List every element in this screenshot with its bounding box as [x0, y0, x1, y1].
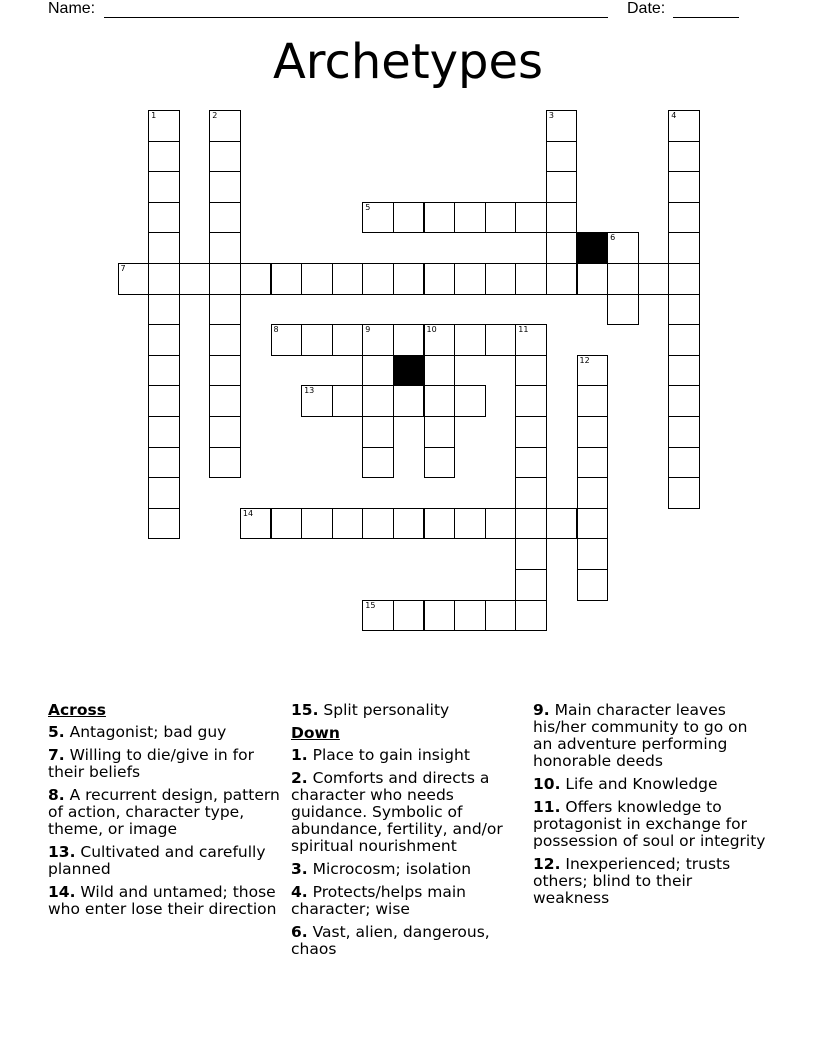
clue-number: 4. — [291, 883, 308, 901]
grid-cell[interactable] — [515, 508, 547, 540]
cell-number: 3 — [548, 111, 554, 120]
grid-cell[interactable] — [209, 324, 241, 356]
grid-cell[interactable] — [515, 416, 547, 448]
grid-cell[interactable] — [148, 447, 180, 479]
grid-cell[interactable] — [546, 141, 578, 173]
clue-down-3 — [291, 861, 523, 878]
grid-cell[interactable] — [362, 508, 394, 540]
clue-column-1 — [48, 702, 280, 924]
cell-number: 8 — [273, 325, 279, 335]
grid-cell[interactable] — [179, 263, 211, 295]
grid-cell[interactable] — [668, 385, 700, 417]
clue-column-3 — [533, 702, 768, 913]
grid-cell[interactable] — [301, 263, 333, 295]
grid-cell[interactable] — [301, 508, 333, 540]
clue-down-9 — [533, 702, 768, 770]
grid-cell[interactable] — [515, 600, 547, 632]
grid-cell[interactable] — [546, 263, 578, 295]
clue-text: Antagonist; bad guy — [69, 723, 227, 741]
grid-cell[interactable] — [148, 385, 180, 417]
grid-cell[interactable] — [424, 385, 456, 417]
clue-across-5 — [48, 724, 280, 741]
grid-cell[interactable] — [332, 385, 364, 417]
cell-number: 10 — [426, 325, 437, 335]
grid-cell[interactable] — [515, 324, 547, 356]
grid-cell[interactable] — [362, 355, 394, 387]
grid-cell[interactable] — [148, 355, 180, 387]
grid-cell[interactable] — [148, 416, 180, 448]
grid-cell[interactable] — [393, 508, 425, 540]
cell-number: 6 — [610, 233, 616, 243]
clue-number: 3. — [291, 860, 308, 878]
grid-cell[interactable] — [424, 508, 456, 540]
grid-cell[interactable] — [515, 263, 547, 295]
grid-cell[interactable] — [546, 171, 578, 203]
clue-across-15 — [291, 702, 523, 719]
grid-cell[interactable] — [668, 294, 700, 326]
clue-down-4 — [291, 884, 523, 918]
grid-cell[interactable] — [362, 202, 394, 234]
date-label: Date: — [627, 0, 666, 17]
clue-down-1 — [291, 747, 523, 764]
cell-number: 12 — [579, 355, 590, 365]
grid-cell[interactable] — [454, 324, 486, 356]
grid-cell[interactable] — [424, 600, 456, 632]
grid-cell[interactable] — [668, 232, 700, 264]
grid-cell[interactable] — [332, 324, 364, 356]
grid-cell[interactable] — [668, 171, 700, 203]
cell-number: 9 — [365, 325, 371, 335]
clue-text: Willing to die/give in for their beliefs — [48, 746, 254, 781]
clue-text: Life and Knowledge — [565, 775, 718, 793]
page-title: Archetypes — [272, 34, 544, 90]
black-square — [393, 355, 425, 387]
grid-cell[interactable] — [424, 355, 456, 387]
grid-cell[interactable] — [607, 294, 639, 326]
grid-cell[interactable] — [362, 324, 394, 356]
grid-cell[interactable] — [515, 385, 547, 417]
grid-cell[interactable] — [301, 324, 333, 356]
grid-cell[interactable] — [148, 477, 180, 509]
grid-cell[interactable] — [148, 508, 180, 540]
grid-cell[interactable] — [148, 202, 180, 234]
grid-cell[interactable] — [668, 416, 700, 448]
grid-cell[interactable] — [240, 508, 272, 540]
grid-cell[interactable] — [209, 110, 241, 142]
clue-text: Cultivated and carefully planned — [48, 843, 266, 878]
clue-number: 11. — [533, 798, 561, 816]
clue-number: 8. — [48, 786, 65, 804]
grid-cell[interactable] — [668, 110, 700, 142]
grid-cell[interactable] — [332, 508, 364, 540]
grid-cell[interactable] — [577, 569, 609, 601]
name-label: Name: — [48, 0, 96, 17]
grid-cell[interactable] — [515, 447, 547, 479]
clue-text: Inexperienced; trusts others; blind to their weakness — [533, 855, 731, 907]
grid-cell[interactable] — [668, 202, 700, 234]
grid-cell[interactable] — [148, 141, 180, 173]
grid-cell[interactable] — [148, 324, 180, 356]
cell-number: 14 — [242, 508, 254, 518]
cell-number: 11 — [518, 325, 529, 335]
clue-text: Place to gain insight — [312, 746, 470, 764]
grid-cell[interactable] — [485, 508, 517, 540]
grid-cell[interactable] — [362, 385, 394, 417]
clue-number: 13. — [48, 843, 76, 861]
grid-cell[interactable] — [424, 447, 456, 479]
grid-cell[interactable] — [301, 385, 333, 417]
cell-number: 4 — [671, 111, 677, 120]
cell-number: 7 — [120, 264, 126, 273]
clue-across-13 — [48, 844, 280, 878]
clue-number: 1. — [291, 746, 308, 764]
grid-cell[interactable] — [515, 477, 547, 509]
grid-cell[interactable] — [668, 263, 700, 295]
grid-cell[interactable] — [209, 294, 241, 326]
grid-cell[interactable] — [668, 447, 700, 479]
grid-cell[interactable] — [393, 263, 425, 295]
grid-cell[interactable] — [668, 141, 700, 173]
grid-cell[interactable] — [209, 141, 241, 173]
grid-cell[interactable] — [546, 508, 578, 540]
clue-number: 15. — [291, 701, 319, 719]
grid-cell[interactable] — [668, 355, 700, 387]
grid-cell[interactable] — [577, 385, 609, 417]
grid-cell[interactable] — [546, 202, 578, 234]
black-square — [577, 232, 609, 264]
grid-cell[interactable] — [362, 416, 394, 448]
cell-number: 2 — [212, 111, 218, 120]
grid-cell[interactable] — [271, 263, 303, 295]
grid-cell[interactable] — [577, 477, 609, 509]
grid-cell[interactable] — [454, 600, 486, 632]
grid-cell[interactable] — [332, 263, 364, 295]
clue-number: 9. — [533, 701, 550, 719]
clue-text: Protects/helps main character; wise — [291, 883, 466, 918]
clue-number: 2. — [291, 769, 308, 787]
grid-cell[interactable] — [209, 263, 241, 295]
grid-cell[interactable] — [515, 569, 547, 601]
clue-text: A recurrent design, pattern of action, character type, theme, or image — [48, 786, 280, 838]
grid-cell[interactable] — [515, 202, 547, 234]
grid-cell[interactable] — [209, 171, 241, 203]
grid-cell[interactable] — [424, 202, 456, 234]
cell-number: 15 — [365, 600, 376, 610]
grid-cell[interactable] — [148, 294, 180, 326]
grid-cell[interactable] — [271, 324, 303, 356]
grid-cell[interactable] — [546, 232, 578, 264]
grid-cell[interactable] — [209, 355, 241, 387]
clue-text: Comforts and directs a character who needs guidance. Symbolic of abundance, fertility, and/or spiritual nourishment — [291, 769, 503, 855]
grid-cell[interactable] — [148, 263, 180, 295]
grid-cell[interactable] — [454, 385, 486, 417]
clue-column-2 — [291, 702, 523, 964]
grid-cell[interactable] — [454, 508, 486, 540]
clue-across-14 — [48, 884, 280, 918]
grid-cell[interactable] — [668, 477, 700, 509]
grid-cell[interactable] — [515, 355, 547, 387]
grid-cell[interactable] — [638, 263, 670, 295]
clue-number: 6. — [291, 923, 308, 941]
clue-down-10 — [533, 776, 768, 793]
grid-cell[interactable] — [577, 355, 609, 387]
cell-number: 1 — [151, 111, 157, 120]
grid-cell[interactable] — [209, 447, 241, 479]
grid-cell[interactable] — [424, 263, 456, 295]
grid-cell[interactable] — [454, 202, 486, 234]
grid-cell[interactable] — [148, 110, 180, 142]
clue-text: Microcosm; isolation — [312, 860, 472, 878]
grid-cell[interactable] — [393, 202, 425, 234]
grid-cell[interactable] — [577, 447, 609, 479]
clue-text: Wild and untamed; those who enter lose their direction — [48, 883, 277, 918]
clue-number: 10. — [533, 775, 561, 793]
clue-number: 14. — [48, 883, 76, 901]
down-heading: Down — [291, 724, 340, 742]
grid-cell[interactable] — [393, 600, 425, 632]
clue-text: Main character leaves his/her community to go on an adventure performing honorable deeds — [533, 701, 748, 770]
grid-cell[interactable] — [240, 263, 272, 295]
grid-cell[interactable] — [148, 232, 180, 264]
clue-down-12 — [533, 856, 768, 907]
cell-number: 5 — [365, 202, 371, 212]
grid-cell[interactable] — [271, 508, 303, 540]
grid-cell[interactable] — [454, 263, 486, 295]
grid-cell[interactable] — [485, 324, 517, 356]
clue-down-6 — [291, 924, 523, 958]
grid-cell[interactable] — [424, 416, 456, 448]
clue-across-8 — [48, 787, 280, 838]
grid-cell[interactable] — [362, 263, 394, 295]
clue-number: 12. — [533, 855, 561, 873]
grid-cell[interactable] — [209, 416, 241, 448]
grid-cell[interactable] — [607, 232, 639, 264]
grid-cell[interactable] — [393, 385, 425, 417]
clue-text: Split personality — [323, 701, 450, 719]
grid-cell[interactable] — [607, 263, 639, 295]
grid-cell[interactable] — [485, 263, 517, 295]
grid-cell[interactable] — [485, 600, 517, 632]
grid-cell[interactable] — [118, 263, 150, 295]
grid-cell[interactable] — [209, 232, 241, 264]
grid-cell[interactable] — [485, 202, 517, 234]
grid-cell[interactable] — [362, 600, 394, 632]
clue-number: 7. — [48, 746, 65, 764]
clue-text: Offers knowledge to protagonist in exchange for possession of soul or integrity — [533, 798, 766, 850]
grid-cell[interactable] — [577, 538, 609, 570]
clue-number: 5. — [48, 723, 65, 741]
clue-down-11 — [533, 799, 768, 850]
grid-cell[interactable] — [668, 324, 700, 356]
clue-down-2 — [291, 770, 523, 855]
grid-cell[interactable] — [362, 447, 394, 479]
grid-cell[interactable] — [209, 202, 241, 234]
grid-cell[interactable] — [577, 508, 609, 540]
clue-text: Vast, alien, dangerous, chaos — [291, 923, 490, 958]
across-heading: Across — [48, 701, 106, 719]
grid-cell[interactable] — [577, 416, 609, 448]
grid-cell[interactable] — [546, 110, 578, 142]
grid-cell[interactable] — [209, 385, 241, 417]
clue-across-7 — [48, 747, 280, 781]
grid-cell[interactable] — [577, 263, 609, 295]
grid-cell[interactable] — [424, 324, 456, 356]
grid-cell[interactable] — [515, 538, 547, 570]
cell-number: 13 — [304, 386, 315, 396]
grid-cell[interactable] — [148, 171, 180, 203]
grid-cell[interactable] — [393, 324, 425, 356]
